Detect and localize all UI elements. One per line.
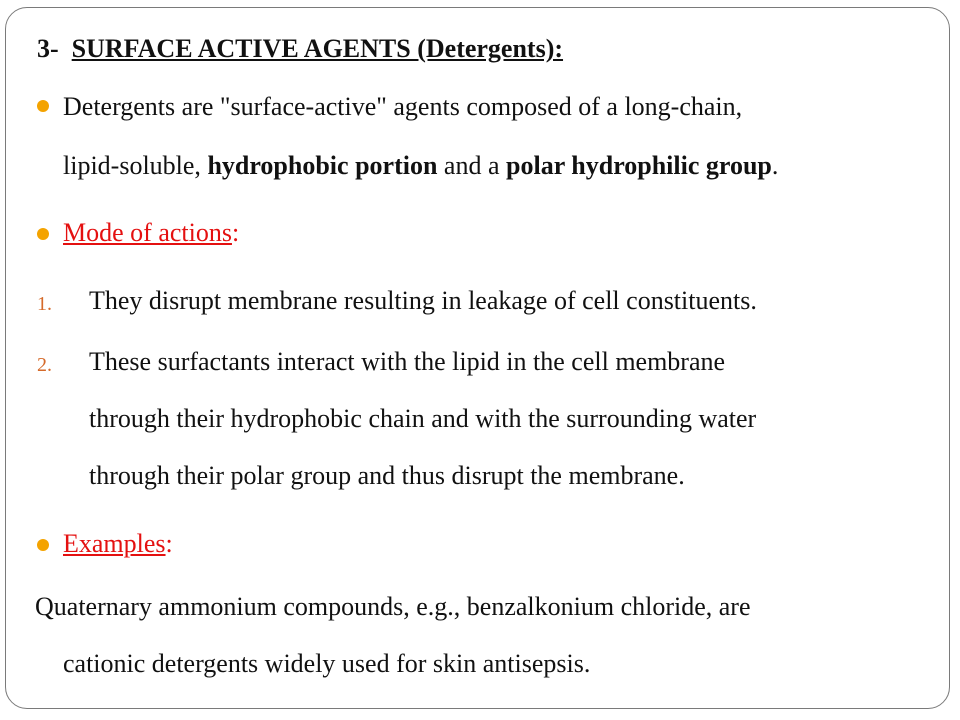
item-number-2: 2. [37,354,52,376]
definition-bold-hydrophobic: hydrophobic portion [207,151,438,180]
mode-heading-colon: : [231,218,240,247]
item-2-line-1: These surfactants interact with the lipid in the cell membrane [89,347,726,376]
bullet-icon [37,228,49,240]
definition-text: lipid-soluble, [63,151,208,180]
bullet-icon [37,100,49,112]
definition-text: and a [437,151,507,180]
examples-heading-label: Examples [63,529,166,558]
definition-bold-hydrophilic: polar hydrophilic group [506,151,772,180]
example-line-1: Quaternary ammonium compounds, e.g., benzalkonium chloride, are [35,592,751,621]
item-2-line-2: through their hydrophobic chain and with the surrounding water [89,404,757,433]
item-number-1: 1. [37,293,52,315]
mode-heading [63,220,239,246]
item-1-text: They disrupt membrane resulting in leakage of cell constituents. [89,286,757,315]
example-line-2: cationic detergents widely used for skin antisepsis. [63,649,591,678]
section-title [37,36,563,62]
definition-period: . [771,151,779,180]
definition-line-1: Detergents are "surface-active" agents composed of a long-chain, [63,92,743,121]
examples-heading [63,531,173,557]
slide [5,7,950,709]
section-title-text: SURFACE ACTIVE AGENTS (Detergents): [71,34,564,63]
section-number: 3- [37,34,59,63]
definition-line-2 [63,153,778,179]
item-2-line-3: through their polar group and thus disrupt the membrane. [89,461,685,490]
mode-heading-label: Mode of actions [63,218,232,247]
examples-heading-colon: : [165,529,173,558]
bullet-icon [37,539,49,551]
